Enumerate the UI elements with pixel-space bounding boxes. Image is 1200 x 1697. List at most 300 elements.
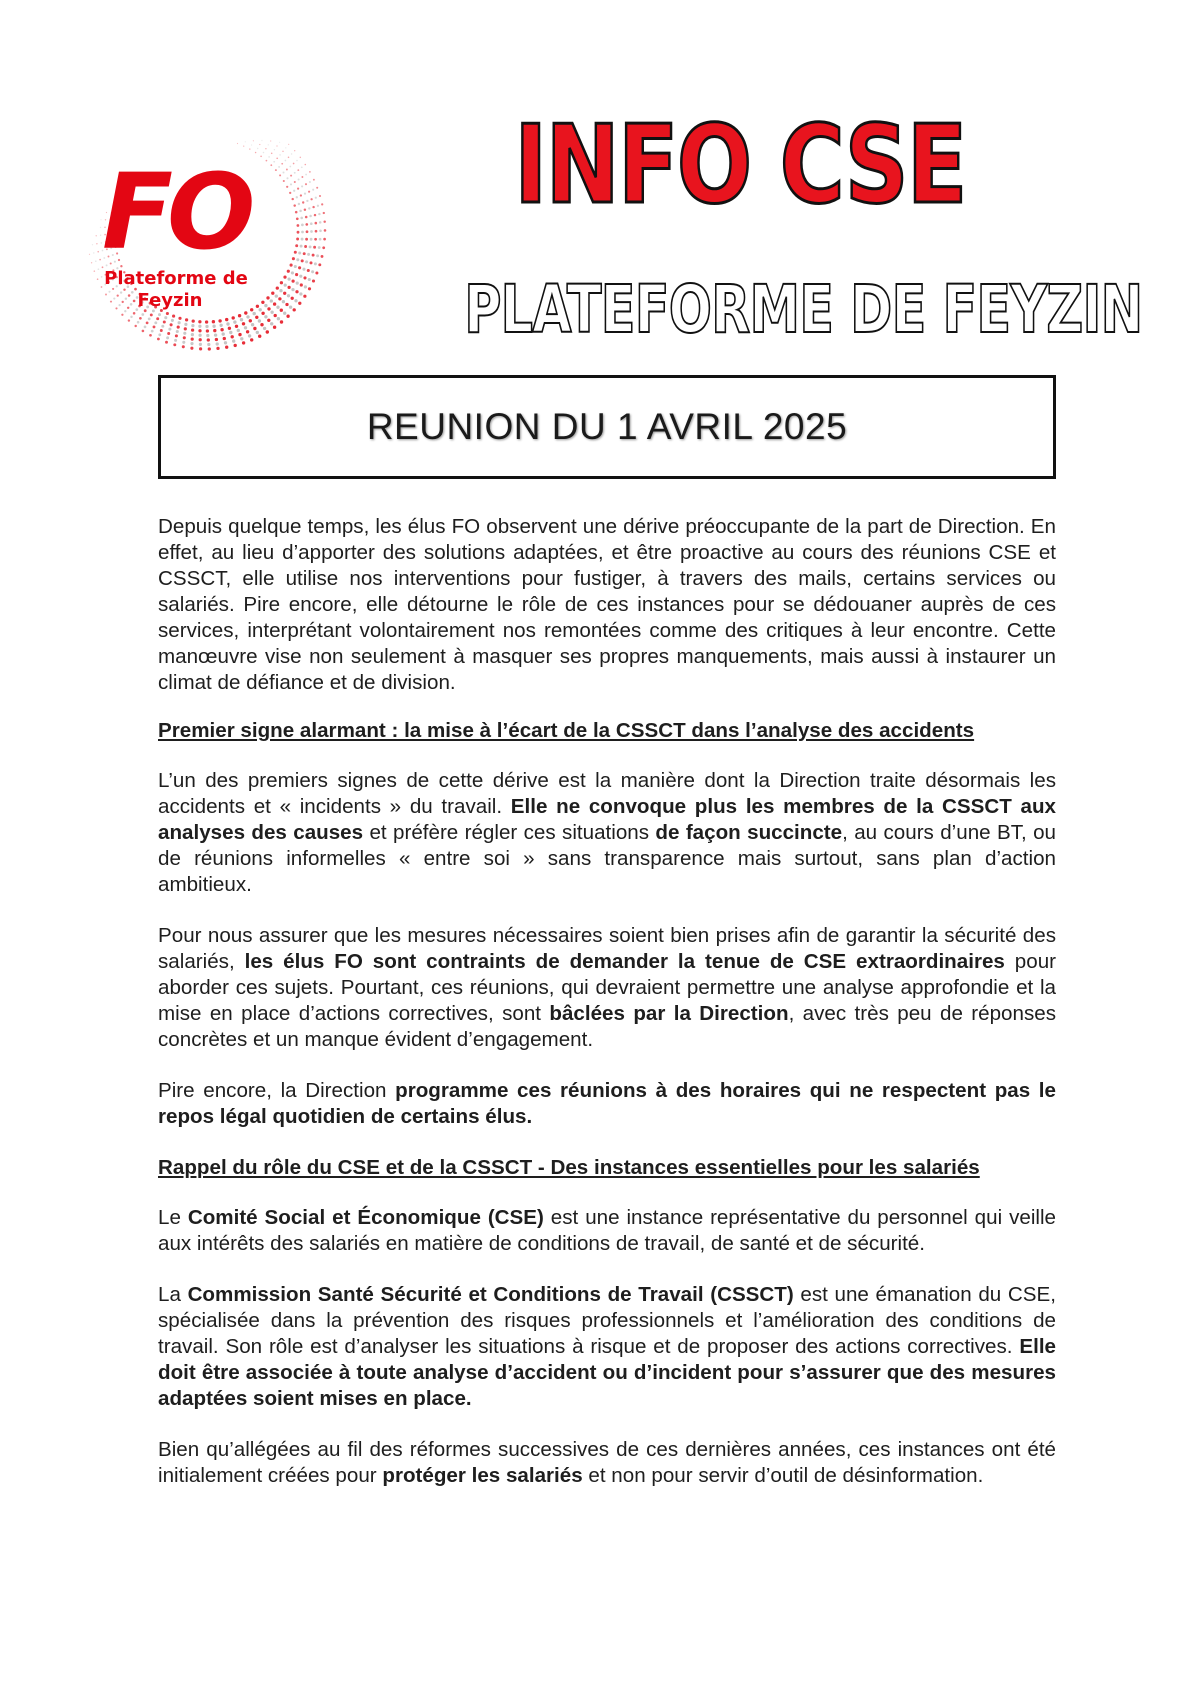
logo-dot <box>95 260 97 262</box>
logo-dot <box>291 271 294 274</box>
logo-dot <box>100 227 101 228</box>
logo-dot <box>218 319 221 322</box>
logo-dot <box>292 280 295 283</box>
logo-dot <box>172 315 175 318</box>
logo-dot <box>308 287 311 290</box>
intro-paragraph: Depuis quelque temps, les élus FO observent une dérive préoccupante de la part de Direction. En effet, au lieu d’apporter des solutions adaptées, et être proactive au cours des réunions CSE et CSSCT, elle utilise nos interventions pour fustiger, à travers des mails, certains services ou salariés. Pire encore, elle détourne le rôle de ces instances pour se dédouaner auprès de ces services, interprétant volontairement nos remontées comme des critiques à leur encontre. Cette manœuvre vise non seulement à masquer ses propres manquements, mais aussi à instaurer un climat de défiance et de division. <box>158 515 1056 694</box>
logo-dot <box>303 295 306 298</box>
logo-dot <box>243 145 244 146</box>
logo-dot <box>144 326 147 329</box>
logo-dot <box>296 258 299 261</box>
logo-dot <box>232 339 235 342</box>
sub-title: PLATEFORME DE FEYZIN <box>464 271 1143 348</box>
logo-line-1: Plateforme de <box>104 268 248 289</box>
logo-dot <box>261 140 262 141</box>
logo-dot <box>275 169 277 171</box>
logo-dot <box>282 151 283 152</box>
logo-dot <box>278 166 280 168</box>
logo-dot <box>207 338 210 341</box>
logo-dot <box>289 192 291 194</box>
logo-dot <box>305 164 307 166</box>
section-1-heading: Premier signe alarmant : la mise à l’écart de la CSSCT dans l’analyse des accidents <box>158 719 975 742</box>
logo-dot <box>304 192 306 194</box>
logo-dot <box>198 329 201 332</box>
logo-dot <box>108 291 110 293</box>
logo-dot <box>176 330 179 333</box>
logo-dot <box>225 346 228 349</box>
logo-dot <box>216 342 219 345</box>
logo-dot <box>158 313 161 316</box>
logo-dot <box>276 145 277 146</box>
bold-run: bâclées par la Direction <box>549 1002 789 1025</box>
bold-run: Comité Social et Économique (CSE) <box>187 1206 544 1229</box>
logo-dot <box>296 196 298 198</box>
logo-dot <box>298 203 300 205</box>
logo-dot <box>191 338 194 341</box>
logo-dot <box>265 148 266 149</box>
logo-dot <box>185 318 188 321</box>
logo-dot <box>299 292 302 295</box>
main-title: INFO CSE <box>514 103 966 228</box>
logo-dot <box>301 238 304 241</box>
logo-dot <box>113 298 115 300</box>
logo-dot <box>302 201 304 203</box>
logo-dot <box>133 312 136 315</box>
logo-dot <box>266 330 269 333</box>
logo-dot <box>253 327 256 330</box>
logo-dot <box>261 312 264 315</box>
logo-dot <box>160 329 163 332</box>
logo-dot <box>270 311 273 314</box>
section-2-paragraph-3 <box>158 1437 1056 1489</box>
logo-dot <box>323 212 325 214</box>
logo-dot <box>258 319 261 322</box>
logo-dot <box>298 179 300 181</box>
logo-dot <box>293 204 295 206</box>
logo-dot <box>301 259 304 262</box>
logo-dot <box>301 231 304 234</box>
logo-dot <box>294 299 297 302</box>
logo-dot <box>249 319 252 322</box>
logo-dot <box>128 319 130 321</box>
logo-dot <box>149 334 152 337</box>
bold-run: protéger les salariés <box>382 1464 583 1487</box>
logo-dot <box>293 163 295 165</box>
logo-dot <box>198 334 201 337</box>
section-2-paragraph-2 <box>158 1282 1056 1412</box>
logo-dot <box>268 144 269 145</box>
logo-dot <box>97 251 99 253</box>
logo-dot <box>298 302 301 305</box>
logo-dot <box>279 174 281 176</box>
logo-dot <box>293 308 296 311</box>
logo-dot <box>120 291 122 293</box>
logo-dot <box>178 317 181 320</box>
logo-dot <box>307 253 310 256</box>
logo-dot <box>300 245 303 248</box>
logo-dot <box>245 141 246 142</box>
logo-dot <box>313 246 316 249</box>
logo-dot <box>304 208 306 210</box>
logo-dot <box>205 325 208 328</box>
logo-dot <box>173 343 176 346</box>
logo-dot <box>249 148 250 149</box>
logo-dot <box>297 231 300 234</box>
bold-run: Commission Santé Sécurité et Conditions de Travail (CSSCT) <box>187 1283 794 1306</box>
text-run: Pire encore, la Direction <box>158 1079 396 1102</box>
logo-dot <box>124 310 126 312</box>
logo-dot <box>174 339 177 342</box>
logo-dot <box>161 325 164 328</box>
logo-dot <box>309 181 311 183</box>
logo-dot <box>294 150 295 151</box>
logo-dot <box>285 147 286 148</box>
logo-dot <box>184 323 187 326</box>
logo-dot <box>288 278 291 281</box>
section-2-heading: Rappel du rôle du CSE et de la CSSCT - Des instances essentielles pour les salariés <box>158 1156 980 1179</box>
logo-dot <box>190 342 193 345</box>
logo-dot <box>222 332 225 335</box>
logo-dot <box>268 156 270 158</box>
logo-dot <box>283 276 286 279</box>
logo-dot <box>184 327 187 330</box>
logo-dot <box>318 246 321 249</box>
text-run: pour aborder ces sujets. Pourtant, ces réunions, qui devraient permettre une analyse approfondie et la mise en place d’actions correctives, sont <box>158 950 1057 1025</box>
logo-dot <box>199 347 202 350</box>
logo-dot <box>274 314 277 317</box>
logo-dot <box>231 335 234 338</box>
logo-dot <box>206 329 209 332</box>
logo-dot <box>182 341 185 344</box>
logo-dot <box>257 148 258 149</box>
logo-dot <box>166 336 169 339</box>
logo-dot <box>122 301 124 303</box>
logo-dot <box>256 331 259 334</box>
logo-dot <box>223 337 226 340</box>
logo-dot <box>255 316 258 319</box>
logo-dot <box>312 254 315 257</box>
logo-dot <box>300 157 301 158</box>
logo-dot <box>315 230 318 233</box>
logo-dot <box>305 183 307 185</box>
logo-dot <box>266 296 269 299</box>
logo-dot <box>286 177 288 179</box>
logo-dot <box>309 215 312 218</box>
logo-dot <box>156 317 159 320</box>
logo-dot <box>318 213 320 215</box>
logo-dot <box>279 142 280 143</box>
logo-dot <box>290 264 293 267</box>
logo-dot <box>198 320 201 323</box>
logo-dot <box>318 263 321 266</box>
logo-dot <box>285 160 287 162</box>
logo-dot <box>263 152 265 154</box>
logo-dot <box>212 325 215 328</box>
logo-dot <box>267 307 270 310</box>
logo-dot <box>295 290 298 293</box>
logo-dot <box>289 166 291 168</box>
logo-dot <box>316 187 318 189</box>
logo-dot <box>166 312 169 315</box>
logo-dot <box>273 326 276 329</box>
logo-dot <box>118 304 120 306</box>
logo-dot <box>178 321 181 324</box>
logo-dot <box>290 175 292 177</box>
logo-dot <box>229 331 232 334</box>
logo-dot <box>311 270 314 273</box>
logo-dot <box>148 317 151 320</box>
logo-dot <box>260 155 262 157</box>
logo-dot <box>213 329 216 332</box>
logo-dot <box>310 261 313 264</box>
text-run: , au cours d’une BT, ou de réunions informelles « entre soi » sans transparence mais surtout, sans plan d’action ambitieux. <box>158 821 1056 896</box>
logo-dot <box>287 270 290 273</box>
logo-dot <box>305 216 308 219</box>
logo-dot <box>264 304 267 307</box>
logo-dot <box>151 330 154 333</box>
logo-dot <box>133 300 136 303</box>
logo-dot <box>296 160 298 162</box>
logo-dot <box>294 181 296 183</box>
logo-dot <box>101 286 103 288</box>
logo-dot <box>139 317 142 320</box>
logo-dot <box>319 238 322 241</box>
fo-logo <box>78 100 338 360</box>
logo-dot <box>240 337 243 340</box>
logo-dot <box>235 325 238 328</box>
logo-dot <box>301 176 303 178</box>
bold-run: de façon succincte <box>655 821 843 844</box>
logo-dot <box>246 315 249 318</box>
document-body <box>158 514 1056 1514</box>
logo-dot <box>314 214 316 216</box>
logo-dot <box>280 320 283 323</box>
logo-dot <box>168 328 171 331</box>
logo-dot <box>250 308 253 311</box>
logo-dot <box>206 334 209 337</box>
logo-dot <box>309 245 312 248</box>
logo-dot <box>315 271 318 274</box>
logo-dot <box>282 300 285 303</box>
bold-run: Elle ne convoque plus les membres de la CSSCT aux analyses des causes <box>158 795 1056 844</box>
logo-dot <box>207 343 210 346</box>
logo-dot <box>91 262 92 263</box>
logo-dot <box>306 200 308 202</box>
logo-dot <box>98 268 100 270</box>
logo-dot <box>273 302 276 305</box>
logo-dot <box>294 265 297 268</box>
logo-dot <box>234 344 237 347</box>
logo-dot <box>291 288 294 291</box>
logo-dot <box>191 324 194 327</box>
logo-dot <box>259 308 262 311</box>
logo-dot <box>171 319 174 322</box>
logo-dot <box>191 328 194 331</box>
text-run: est une instance représentative du personnel qui veille aux intérêts des salariés en matière de conditions de travail, de santé et de sécurité. <box>158 1206 1056 1255</box>
text-run: Le <box>158 1206 188 1229</box>
logo-dot <box>191 333 194 336</box>
logo-dot <box>307 269 310 272</box>
logo-dot <box>323 220 325 222</box>
logo-dot <box>256 305 259 308</box>
logo-dot <box>298 266 301 269</box>
logo-dot <box>219 324 222 327</box>
logo-dot <box>275 294 278 297</box>
logo-dot <box>300 283 303 286</box>
logo-mark: FO <box>102 151 250 273</box>
logo-dot <box>274 149 275 150</box>
logo-dot <box>137 321 140 324</box>
logo-dot <box>319 229 322 232</box>
logo-dot <box>208 347 211 350</box>
logo-dot <box>240 318 243 321</box>
logo-dot <box>198 325 201 328</box>
logo-dot <box>158 333 161 336</box>
logo-dot <box>115 307 117 309</box>
logo-dot <box>263 327 266 330</box>
logo-dot <box>295 211 298 214</box>
logo-dot <box>315 197 317 199</box>
logo-dot <box>182 345 185 348</box>
logo-dot <box>279 289 282 292</box>
logo-dot <box>261 301 264 304</box>
logo-dot <box>300 217 303 220</box>
logo-dot <box>296 282 299 285</box>
logo-dot <box>97 278 99 280</box>
logo-dot <box>190 347 193 350</box>
logo-dot <box>303 252 306 255</box>
logo-dot <box>238 333 241 336</box>
logo-dot <box>228 327 231 330</box>
logo-dot <box>314 262 317 265</box>
text-run: Pour nous assurer que les mesures nécessaires soient bien prises afin de garantir la sécurité des salariés, <box>158 924 1056 973</box>
logo-dot <box>283 312 286 315</box>
logo-dot <box>277 317 280 320</box>
text-run: est une émanation du CSE, spécialisée dans la prévention des risques professionnels et l’amélioration des conditions de travail. Son rôle est d’analyser les situations à risque et de proposer des actions correctives. <box>158 1283 1056 1358</box>
logo-dot <box>253 312 256 315</box>
logo-dot <box>288 157 290 159</box>
logo-dot <box>297 188 299 190</box>
logo-dot <box>321 255 324 258</box>
logo-dot <box>322 246 325 249</box>
logo-dot <box>294 172 296 174</box>
logo-dot <box>313 179 315 181</box>
logo-dot <box>286 186 288 188</box>
logo-dot <box>305 238 308 241</box>
logo-dot <box>237 143 238 144</box>
logo-dot <box>192 319 195 322</box>
logo-dot <box>305 174 307 176</box>
text-run: et non pour servir d’outil de désinformation. <box>582 1464 984 1487</box>
logo-dot <box>258 335 261 338</box>
logo-dot <box>125 297 127 299</box>
fo-logo-graphic <box>78 100 338 360</box>
logo-dot <box>306 230 309 233</box>
logo-dot <box>212 320 215 323</box>
logo-dot <box>110 301 112 303</box>
logo-dot <box>286 169 288 171</box>
logo-dot <box>199 338 202 341</box>
logo-dot <box>146 322 149 325</box>
logo-dot <box>92 244 93 245</box>
logo-dot <box>296 217 299 220</box>
logo-dot <box>163 320 166 323</box>
logo-dot <box>317 205 319 207</box>
logo-dot <box>312 206 314 208</box>
logo-dot <box>283 292 286 295</box>
logo-dot <box>288 144 289 145</box>
logo-dot <box>255 152 257 154</box>
logo-dot <box>260 323 263 326</box>
logo-dot <box>293 190 295 192</box>
logo-dot <box>141 313 144 316</box>
logo-dot <box>291 153 292 154</box>
logo-dot <box>299 210 302 213</box>
logo-dot <box>278 297 281 300</box>
logo-dot <box>117 294 119 296</box>
logo-dot <box>205 320 208 323</box>
logo-dot <box>237 329 240 332</box>
logo-dot <box>216 347 219 350</box>
logo-dot <box>224 341 227 344</box>
logo-dot <box>324 229 327 232</box>
bold-run: Elle doit être associée à toute analyse d’accident ou d’incident pour s’assurer que des mesures adaptées soient mises en place. <box>158 1335 1056 1410</box>
logo-dot <box>310 222 313 225</box>
logo-dot <box>175 334 178 337</box>
logo-dot <box>128 294 131 297</box>
logo-dot <box>283 180 285 182</box>
logo-dot <box>300 194 302 196</box>
logo-dot <box>321 203 323 205</box>
logo-dot <box>199 343 202 346</box>
logo-dot <box>183 332 186 335</box>
text-run: L’un des premiers signes de cette dérive est la manière dont la Direction traite désormais les accidents et « incidents » du travail. <box>158 769 1056 818</box>
logo-dot <box>225 318 228 321</box>
logo-dot <box>246 330 249 333</box>
logo-dot <box>295 273 298 276</box>
logo-dot <box>226 322 229 325</box>
logo-dot <box>270 164 272 166</box>
logo-dot <box>121 314 123 316</box>
logo-dot <box>303 276 306 279</box>
logo-dot <box>310 198 312 200</box>
logo-dot <box>304 245 307 248</box>
section-1-paragraph-3 <box>158 1078 1056 1130</box>
text-run: Bien qu’allégées au fil des réformes successives de ces dernières années, ces instances ont été initialement créées pour <box>158 1438 1056 1487</box>
logo-dot <box>281 163 283 165</box>
logo-dot <box>251 144 252 145</box>
logo-dot <box>287 286 290 289</box>
logo-dot <box>170 323 173 326</box>
logo-dot <box>312 279 315 282</box>
logo-dot <box>251 323 254 326</box>
logo-dot <box>276 286 279 289</box>
logo-dot <box>165 341 168 344</box>
section-2-paragraph-1 <box>158 1205 1056 1257</box>
logo-dot <box>96 235 97 236</box>
logo-dot <box>270 140 271 141</box>
logo-dot <box>280 309 283 312</box>
logo-dot <box>323 238 326 241</box>
logo-dot <box>309 171 311 173</box>
logo-dot <box>270 322 273 325</box>
logo-dot <box>177 326 180 329</box>
logo-dot <box>99 259 101 261</box>
logo-dot <box>280 281 283 284</box>
logo-dot <box>294 251 297 254</box>
logo-dot <box>287 294 290 297</box>
logo-dot <box>308 191 310 193</box>
